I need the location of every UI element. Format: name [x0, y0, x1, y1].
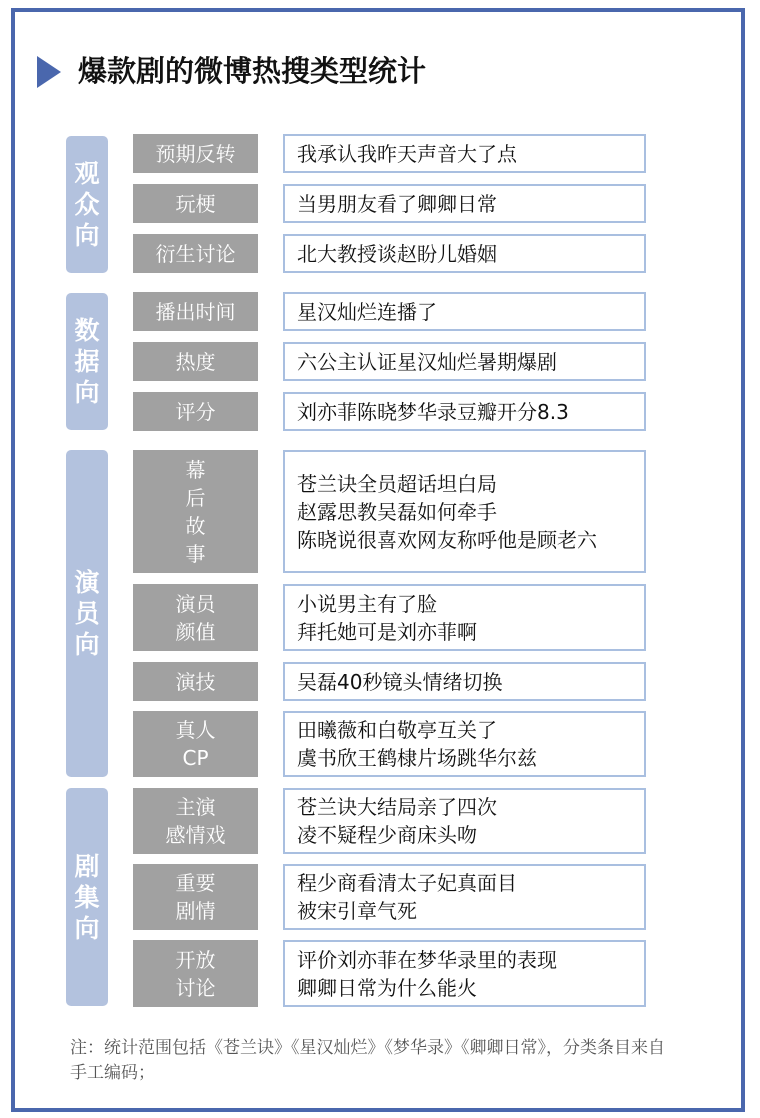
example-cell — [283, 392, 646, 431]
category-cell: 热度 — [133, 342, 258, 381]
category-cell: 演员 颜值 — [133, 584, 258, 651]
category-cell: 播出时间 — [133, 292, 258, 331]
example-text: 星汉灿烂连播了 — [297, 299, 437, 324]
example-cell — [283, 450, 646, 573]
example-cell — [283, 184, 646, 223]
example-text: 我承认我昨天声音大了点 — [297, 141, 517, 166]
example-text: 程少商看清太子妃真面目 — [297, 871, 517, 895]
example-cell — [283, 584, 646, 651]
example-text: 苍兰诀全员超话坦白局 — [297, 471, 497, 496]
example-text: 虞书欣王鹤棣片场跳华尔兹 — [297, 746, 537, 770]
category-cell: 真人 CP — [133, 711, 258, 777]
example-text: 田曦薇和白敬亭互关了 — [297, 718, 497, 742]
example-text: 评价刘亦菲在梦华录里的表现 — [297, 947, 557, 972]
category-cell: 预期反转 — [133, 134, 258, 173]
category-cell: 玩梗 — [133, 184, 258, 223]
example-text: 北大教授谈赵盼儿婚姻 — [297, 241, 497, 266]
example-cell — [283, 940, 646, 1007]
title-triangle-icon — [37, 56, 61, 88]
category-cell: 主演 感情戏 — [133, 788, 258, 854]
example-text: 刘亦菲陈晓梦华录豆瓣开分8.3 — [297, 399, 569, 424]
category-cell: 衍生讨论 — [133, 234, 258, 273]
example-cell — [283, 711, 646, 777]
page-title: 爆款剧的微博热搜类型统计 — [78, 54, 427, 88]
example-text: 被宋引章气死 — [297, 899, 417, 923]
group-label-audience: 观众向 — [66, 136, 108, 273]
example-text: 当男朋友看了卿卿日常 — [297, 191, 497, 216]
example-text: 六公主认证星汉灿烂暑期爆剧 — [297, 349, 557, 374]
category-cell: 开放 讨论 — [133, 940, 258, 1007]
example-cell — [283, 134, 646, 173]
example-text: 陈晓说很喜欢网友称呼他是顾老六 — [297, 527, 597, 552]
example-text: 赵露思教吴磊如何牵手 — [297, 499, 497, 524]
group-label-series: 剧集向 — [66, 788, 108, 1006]
group-label-data: 数据向 — [66, 293, 108, 430]
example-text: 凌不疑程少商床头吻 — [297, 823, 477, 847]
category-cell: 重要 剧情 — [133, 864, 258, 930]
example-cell — [283, 342, 646, 381]
group-label-actor: 演员向 — [66, 450, 108, 777]
category-cell: 评分 — [133, 392, 258, 431]
category-cell: 幕后故事 — [133, 450, 258, 573]
example-text: 苍兰诀大结局亲了四次 — [297, 795, 497, 819]
example-text: 卿卿日常为什么能火 — [297, 975, 477, 1000]
example-cell — [283, 864, 646, 930]
example-text: 吴磊40秒镜头情绪切换 — [297, 669, 503, 694]
example-text: 拜托她可是刘亦菲啊 — [297, 619, 477, 644]
example-text: 小说男主有了脸 — [297, 591, 437, 616]
example-cell — [283, 662, 646, 701]
example-cell — [283, 292, 646, 331]
footnote: 注：统计范围包括《苍兰诀》《星汉灿烂》《梦华录》《卿卿日常》，分类条目来自手工编码； — [70, 1038, 665, 1083]
example-cell — [283, 234, 646, 273]
example-cell — [283, 788, 646, 854]
category-cell: 演技 — [133, 662, 258, 701]
